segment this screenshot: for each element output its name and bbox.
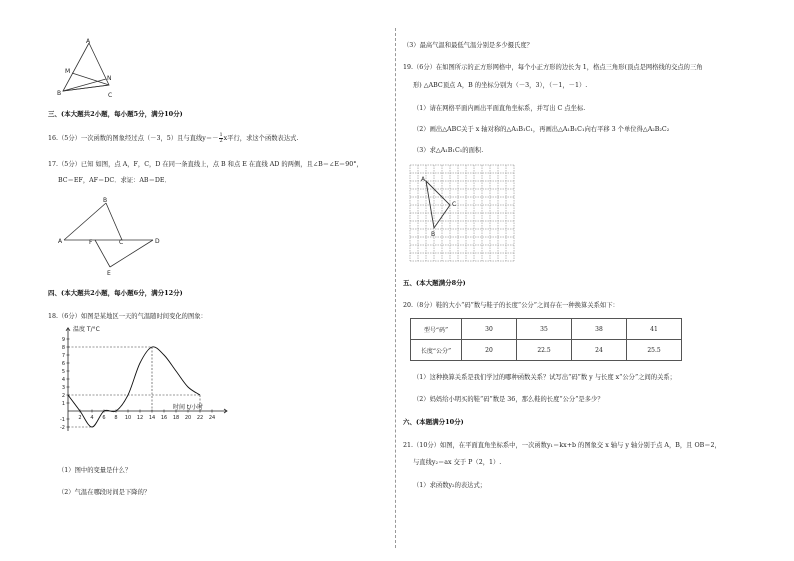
y-axis-title: 温度 T/°C: [73, 326, 100, 333]
label-f: F: [89, 239, 93, 246]
table-row: [411, 319, 682, 340]
y-tick-label: 3: [61, 385, 65, 391]
y-tick-label: -1: [60, 417, 65, 423]
table-cell: 30: [462, 319, 517, 340]
label-m: M: [65, 68, 71, 75]
label-c: C: [108, 92, 113, 99]
q18-q1: （1）图中的变量是什么？: [58, 467, 132, 474]
triangle-figure-top: [55, 36, 125, 100]
table-cell: 20: [462, 340, 517, 361]
table-cell: 35: [517, 319, 572, 340]
x-tick-label: 8: [114, 415, 118, 421]
column-divider: [395, 28, 396, 548]
q16-num: 1: [219, 132, 223, 138]
table-cell: 24: [572, 340, 627, 361]
q18-line1: 18.（6分）如图是某地区一天的气温随时间变化的图象：: [48, 313, 207, 320]
q20-line1: 20.（8分）鞋的大小“码”数与鞋子的长度“公分”之间存在一种换算关系如下：: [403, 302, 619, 309]
q18-q3: （3）最高气温和最低气温分别是多少摄氏度？: [403, 42, 533, 49]
table-row: [411, 340, 682, 361]
q16-post: x平行，求这个函数表达式.: [223, 135, 299, 142]
q19-q1: （1）请在网格平面内画出平面直角坐标系，并写出 C 点坐标.: [413, 105, 586, 112]
section4-title: 四、(本大题共2小题，每小题6分，满分12分): [48, 289, 183, 297]
y-tick-label: 2: [61, 393, 65, 399]
q19-q3: （3）求△A₁B₁C₁的面积.: [413, 147, 484, 154]
label-c: C: [119, 239, 124, 246]
y-tick-label: 5: [61, 369, 65, 375]
q19-grid-figure: [410, 165, 520, 267]
q16-y: y＝－: [202, 135, 219, 142]
y-tick-label: 6: [61, 361, 65, 367]
table-cell: 38: [572, 319, 627, 340]
x-tick-label: 4: [90, 415, 94, 421]
y-tick-label: 4: [61, 377, 65, 383]
shoe-size-table: [410, 318, 682, 361]
x-tick-label: 16: [160, 415, 168, 421]
q20-q2: （2）妈妈给小明买的鞋“码”数是 36，那么鞋的长度“公分”是多少？: [413, 396, 604, 403]
q17-line2: BC＝EF，AF＝DC．求证：AB＝DE．: [58, 177, 171, 184]
y-tick-label: -2: [60, 425, 65, 431]
q18-q2: （2）气温在哪段时间是下降的？: [58, 489, 151, 496]
x-tick-label: 10: [124, 415, 132, 421]
q20-q1: （1）这种换算关系是我们学过的哪种函数关系？试写出“码”数 y 与长度 x“公分”之间的关系；: [413, 374, 676, 381]
y-tick-label: 7: [61, 353, 65, 359]
temperature-curve: [68, 347, 200, 427]
temperature-chart: [52, 326, 242, 445]
q16-fraction: [219, 133, 222, 144]
grid-label-a: A: [421, 176, 426, 183]
y-tick-label: 9: [61, 337, 65, 343]
q21-q1: （1）求函数y₂的表达式；: [413, 482, 487, 489]
section6-title: 六、(本题满分10分): [403, 418, 464, 426]
table-cell: 25.5: [627, 340, 682, 361]
table-cell: 型号“码”: [411, 319, 462, 340]
q17-figure: [56, 196, 166, 278]
x-tick-label: 18: [172, 415, 180, 421]
section5-title: 五、(本大题满分8分): [403, 279, 466, 287]
grid-label-b: B: [431, 231, 436, 238]
x-tick-label: 6: [102, 415, 106, 421]
x-tick-label: 20: [184, 415, 192, 421]
table-cell: 41: [627, 319, 682, 340]
x-tick-label: 2: [78, 415, 82, 421]
q21-line2: 与直线y₂＝ax 交于 P（2，1）.: [413, 459, 502, 466]
label-a: A: [86, 38, 91, 45]
section3-title: 三、(本大题共2小题，每小题5分，满分10分): [48, 110, 183, 118]
label-n: N: [107, 75, 112, 82]
q16-den: 2: [219, 138, 223, 144]
q16-text: [48, 133, 298, 144]
x-axis-title: 时间 t/小时: [173, 404, 204, 411]
x-tick-label: 24: [208, 415, 216, 421]
x-tick-label: 22: [196, 415, 204, 421]
x-tick-label: 12: [136, 415, 144, 421]
q17-line1: 17.（5分）已知 如图，点 A，F，C，D 在同一条直线上，点 B 和点 E 在直线 AD 的两侧，且∠B＝∠E＝90°，: [48, 161, 363, 168]
label-d: D: [155, 238, 160, 245]
label-b: B: [57, 90, 62, 97]
grid-label-c: C: [452, 201, 457, 208]
label-b: B: [103, 197, 108, 204]
y-tick-label: 8: [61, 345, 65, 351]
label-a: A: [58, 238, 63, 245]
table-cell: 长度“公分”: [411, 340, 462, 361]
q21-line1: 21.（10分）如图，在平面直角坐标系中，一次函数y₁＝kx+b 的图象交 x 轴与 y 轴分别于点 A，B，且 OB＝2，: [403, 442, 721, 449]
q19-line1: 19.（6分）在如图所示的正方形网格中，每个小正方形的边长为 1，格点三角形(顶点是网格线的交点的三角: [403, 64, 703, 71]
y-tick-label: 1: [61, 401, 65, 407]
label-e: E: [107, 270, 111, 277]
q19-line2: 形) △ABC顶点 A，B 的坐标分别为（－3，3），（－1，－1）.: [413, 82, 588, 89]
table-cell: 22.5: [517, 340, 572, 361]
x-tick-label: 14: [148, 415, 156, 421]
q19-q2: （2）画出△ABC关于 x 轴对称的△A₁B₁C₁，再画出△A₁B₁C₁向右平移 3 个单位得△A₂B₂C₂: [413, 126, 670, 133]
q16-pre: 16.（5分）一次函数的图象经过点（－3，5）且与直线: [48, 135, 203, 142]
